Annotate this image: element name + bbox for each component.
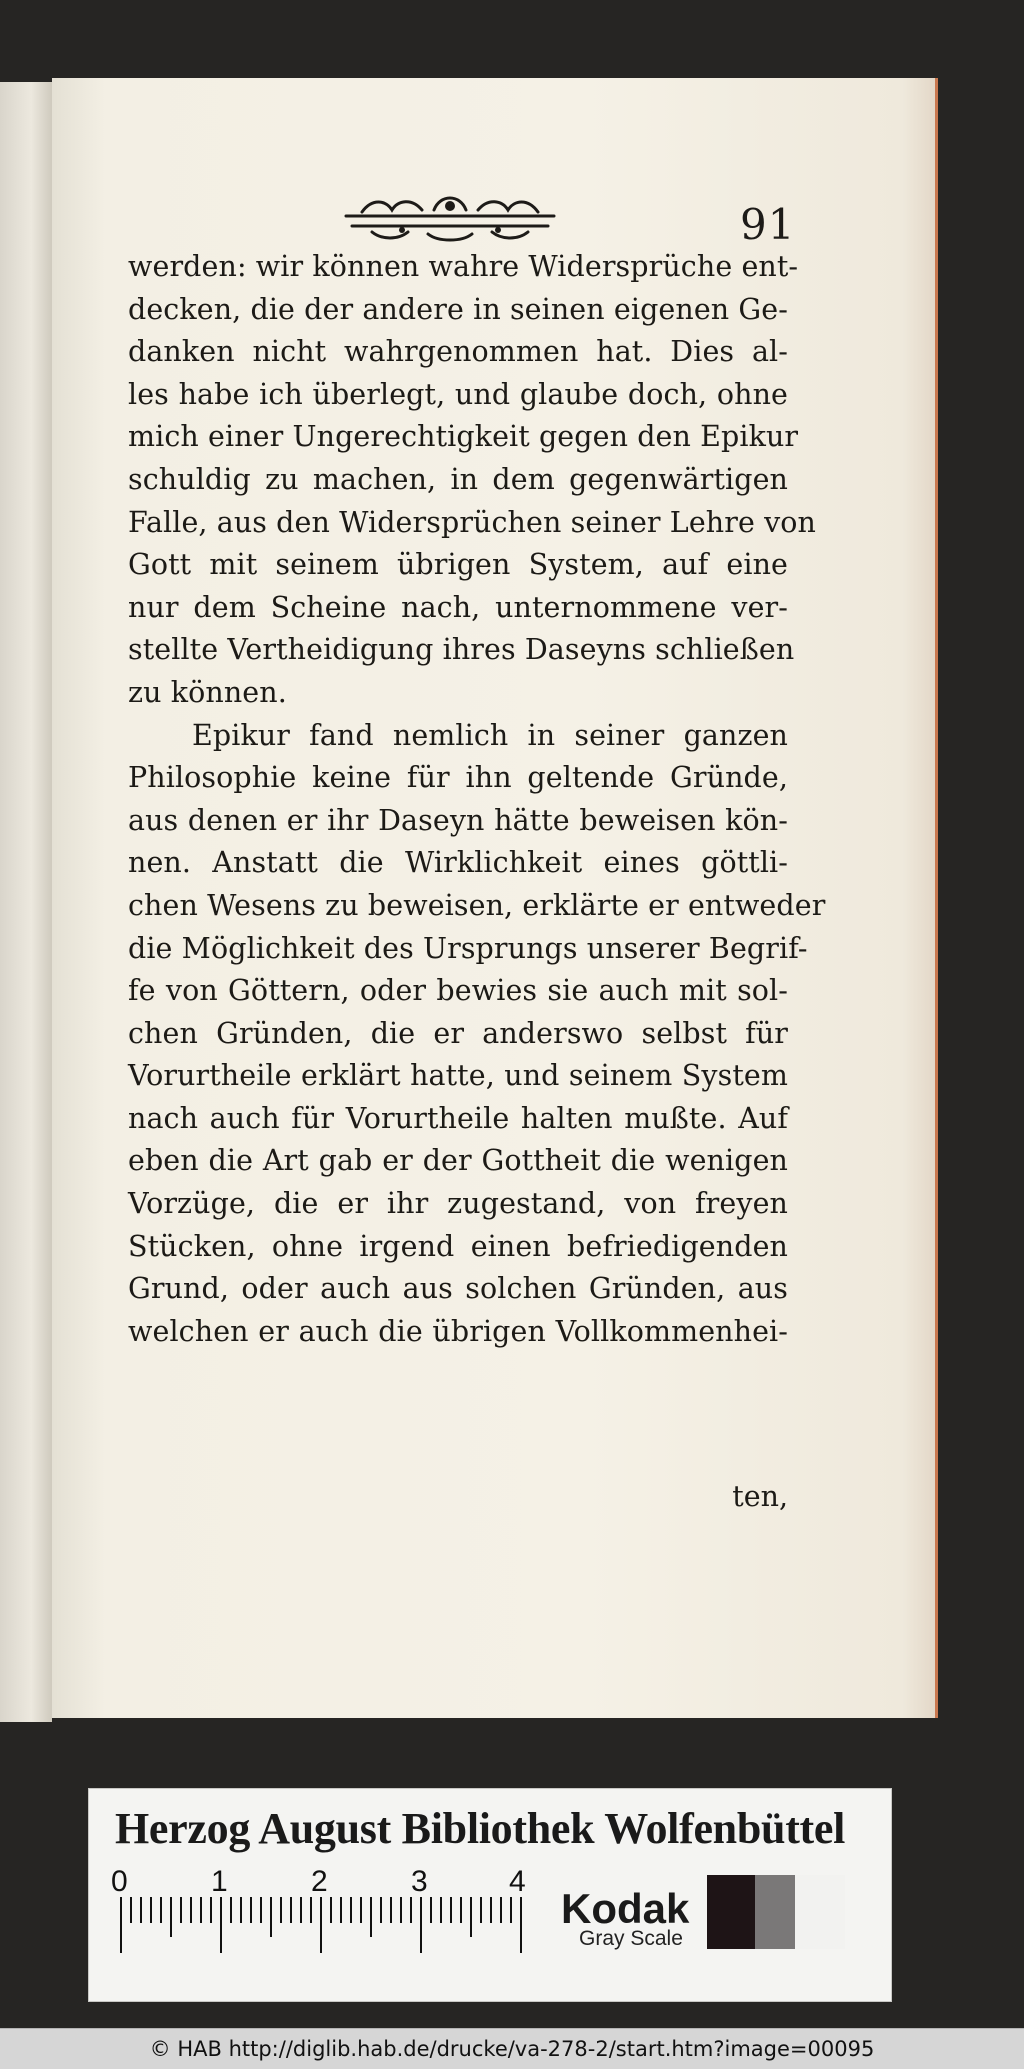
institution-name: Herzog August Bibliothek Wolfenbüttel: [115, 1804, 846, 1853]
text-line: werden: wir können wahre Widersprüche ent-: [128, 250, 799, 283]
text-line: nur dem Scheine nach, unternommene ver-: [128, 590, 788, 624]
text-line: die Möglichkeit des Ursprungs unserer Begrif-: [128, 931, 808, 965]
text-line: aus denen er ihr Daseyn hätte beweisen kön-: [128, 803, 788, 837]
footer-bar: [0, 2028, 1024, 2069]
text-line: zu können.: [128, 675, 287, 709]
text-line: Grund, oder auch aus solchen Gründen, aus: [128, 1272, 788, 1306]
text-line: decken, die der andere in seinen eigenen Ge-: [128, 292, 788, 326]
text-line: fe von Göttern, oder bewies sie auch mit sol-: [128, 974, 788, 1008]
page-number: 91: [740, 200, 796, 249]
text-line: Stücken, ohne irgend einen befriedigenden: [128, 1229, 788, 1263]
text-line: nach auch für Vorurtheile halten mußte. Auf: [128, 1101, 788, 1135]
text-line: Philosophie keine für ihn geltende Gründe,: [128, 761, 788, 795]
text-line: Epikur fand nemlich in seiner ganzen: [192, 718, 788, 752]
text-line: eben die Art gab er der Gottheit die wenigen: [128, 1144, 788, 1178]
text-line: welchen er auch die übrigen Vollkommenhei-: [128, 1314, 788, 1348]
text-line: Vorzüge, die er ihr zugestand, von freyen: [128, 1187, 788, 1221]
ruler-number: 1: [211, 1865, 228, 1898]
gray-swatch-dark: [707, 1875, 755, 1949]
ruler-number: 0: [111, 1865, 128, 1898]
text-line: nen. Anstatt die Wirklichkeit eines göttli-: [128, 846, 788, 880]
body-text: [128, 246, 826, 1353]
color-target: [88, 1788, 892, 2002]
book-page: [52, 78, 938, 1718]
text-line: schuldig zu machen, in dem gegenwärtigen: [128, 462, 788, 496]
text-line: Falle, aus den Widersprüchen seiner Lehre von: [128, 505, 817, 539]
text-line: danken nicht wahrgenommen hat. Dies al-: [128, 335, 788, 369]
copyright-credit: © HAB http://diglib.hab.de/drucke/va-278-2/start.htm?image=00095: [149, 2037, 875, 2061]
text-line: Gott mit seinem übrigen System, auf eine: [128, 548, 788, 582]
text-line: Vorurtheile erklärt hatte, und seinem System: [128, 1059, 788, 1093]
ruler-number: 2: [311, 1865, 328, 1898]
text-line: mich einer Ungerechtigkeit gegen den Epikur: [128, 420, 799, 454]
gray-scale-label: Gray Scale: [579, 1927, 683, 1950]
ruler-number: 4: [509, 1865, 526, 1898]
text-line: chen Wesens zu beweisen, erklärte er entweder: [128, 888, 826, 922]
ruler-number: 3: [411, 1865, 428, 1898]
headpiece-ornament-icon: [342, 188, 558, 242]
text-line: chen Gründen, die er anderswo selbst für: [128, 1016, 788, 1050]
kodak-logo: Kodak: [561, 1885, 690, 1932]
gray-swatch-light: [795, 1875, 845, 1949]
text-line: stellte Vertheidigung ihres Daseyns schließen: [128, 633, 795, 667]
ruler-icon: [117, 1889, 537, 1997]
catchword: ten,: [732, 1480, 788, 1513]
gray-swatch-mid: [755, 1875, 795, 1949]
text-line: les habe ich überlegt, und glaube doch, ohne: [128, 377, 788, 411]
left-page-edge: [0, 82, 52, 1722]
